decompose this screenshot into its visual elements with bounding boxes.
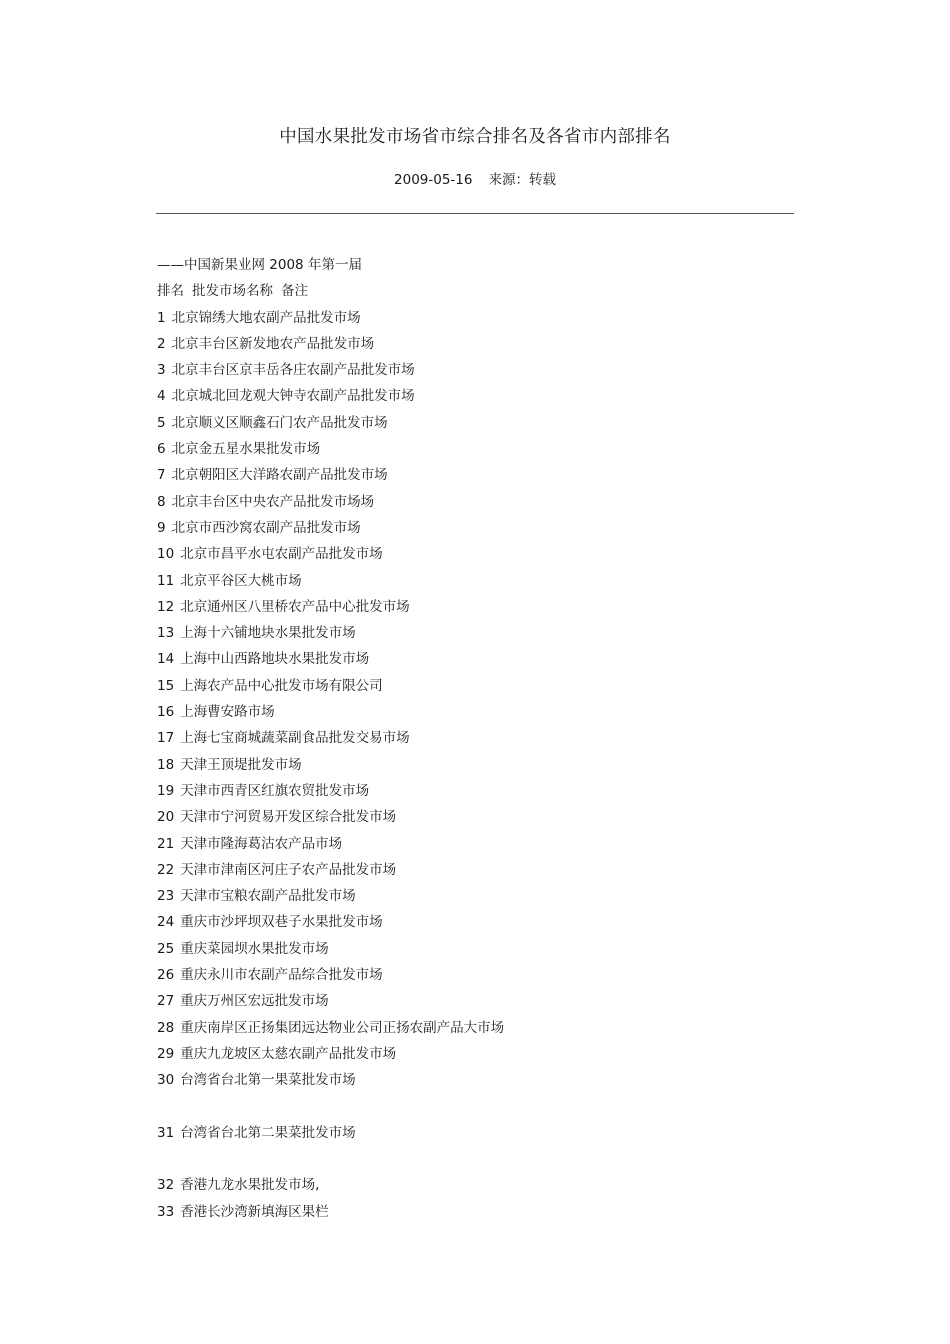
rank-number: 22 [157, 861, 175, 878]
list-item [157, 620, 797, 646]
market-name: 上海农产品中心批发市场有限公司 [180, 677, 383, 694]
article-meta [0, 170, 950, 190]
list-item [157, 673, 797, 699]
market-name: 上海七宝商城蔬菜副食品批发交易市场 [180, 730, 410, 747]
market-name: 上海十六铺地块水果批发市场 [180, 625, 356, 642]
list-item [157, 383, 797, 409]
rank-number: 13 [157, 625, 175, 642]
rank-number: 9 [157, 519, 166, 536]
rank-number: 10 [157, 546, 175, 563]
rank-number: 12 [157, 598, 175, 615]
market-name: 上海中山西路地块水果批发市场 [180, 651, 370, 668]
header-note: 备注 [281, 283, 308, 300]
list-item [157, 962, 797, 988]
market-name: 重庆万州区宏远批发市场 [180, 993, 329, 1010]
market-name: 天津市宁河贸易开发区综合批发市场 [180, 809, 397, 826]
market-name: 重庆菜园坝水果批发市场 [180, 940, 329, 957]
rank-number: 6 [157, 441, 166, 458]
rank-number: 23 [157, 888, 175, 905]
market-name: 北京通州区八里桥农产品中心批发市场 [180, 598, 410, 615]
rank-number: 4 [157, 388, 166, 405]
rank-number: 8 [157, 493, 166, 510]
rank-number: 1 [157, 309, 166, 326]
blank-line [157, 1146, 797, 1172]
list-item [157, 778, 797, 804]
rank-number: 32 [157, 1177, 175, 1194]
list-item [157, 357, 797, 383]
list-item [157, 331, 797, 357]
rank-number: 16 [157, 704, 175, 721]
market-name: 北京金五星水果批发市场 [171, 441, 321, 458]
list-item [157, 305, 797, 331]
rank-number: 15 [157, 677, 175, 694]
header-rank: 排名 [157, 283, 184, 300]
market-name: 天津王顶堤批发市场 [180, 756, 302, 773]
market-name: 天津市西青区红旗农贸批发市场 [180, 782, 370, 799]
rank-number: 18 [157, 756, 175, 773]
market-name: 北京顺义区顺鑫石门农产品批发市场 [171, 414, 388, 431]
article-body [157, 252, 797, 1225]
list-item [157, 699, 797, 725]
list-item [157, 594, 797, 620]
list-item [157, 541, 797, 567]
market-name: 北京市昌平水屯农副产品批发市场 [180, 546, 383, 563]
list-item [157, 725, 797, 751]
rank-number: 21 [157, 835, 175, 852]
rank-number: 31 [157, 1124, 175, 1141]
rank-number: 28 [157, 1019, 175, 1036]
rank-number: 30 [157, 1072, 175, 1089]
market-name: 天津市宝粮农副产品批发市场 [180, 888, 356, 905]
rank-number: 26 [157, 967, 175, 984]
market-name: 台湾省台北第一果菜批发市场 [180, 1072, 356, 1089]
rank-number: 25 [157, 940, 175, 957]
market-name: 天津市隆海葛沽农产品市场 [180, 835, 343, 852]
list-item [157, 883, 797, 909]
list-item [157, 410, 797, 436]
market-name: 北京丰台区中央农产品批发市场场 [171, 493, 375, 510]
page-title: 中国水果批发市场省市综合排名及各省市内部排名 [279, 127, 671, 147]
header-name: 批发市场名称 [192, 283, 273, 300]
market-name: 上海曹安路市场 [180, 704, 275, 721]
market-name: 北京市西沙窝农副产品批发市场 [171, 519, 361, 536]
header-divider [156, 213, 794, 214]
market-name: 北京朝阳区大洋路农副产品批发市场 [171, 467, 388, 484]
market-name: 香港长沙湾新填海区果栏 [180, 1203, 329, 1220]
rank-number: 17 [157, 730, 175, 747]
list-item [157, 1199, 797, 1225]
rank-number: 29 [157, 1045, 175, 1062]
list-header [157, 278, 797, 304]
market-name: 天津市津南区河庄子农产品批发市场 [180, 861, 397, 878]
list-item [157, 436, 797, 462]
list-item [157, 988, 797, 1014]
list-item [157, 1172, 797, 1198]
list-item [157, 909, 797, 935]
rank-number: 33 [157, 1203, 175, 1220]
list-item [157, 1067, 797, 1093]
market-name: 北京平谷区大桃市场 [180, 572, 302, 589]
rank-number: 24 [157, 914, 175, 931]
list-item [157, 646, 797, 672]
rank-number: 27 [157, 993, 175, 1010]
rank-number: 5 [157, 414, 166, 431]
article-subtitle: ——中国新果业网 2008 年第一届 [157, 257, 362, 273]
market-name: 北京丰台区新发地农产品批发市场 [171, 335, 375, 352]
market-name: 重庆永川市农副产品综合批发市场 [180, 967, 383, 984]
list-item [157, 568, 797, 594]
market-name: 北京锦绣大地农副产品批发市场 [171, 309, 361, 326]
ranking-list [157, 305, 797, 1225]
list-item [157, 831, 797, 857]
rank-number: 3 [157, 362, 166, 379]
market-name: 重庆市沙坪坝双巷子水果批发市场 [180, 914, 383, 931]
market-name: 台湾省台北第二果菜批发市场 [180, 1124, 356, 1141]
rank-number: 20 [157, 809, 175, 826]
market-name: 香港九龙水果批发市场, [180, 1177, 320, 1194]
rank-number: 19 [157, 782, 175, 799]
article-source: 来源：转载 [488, 172, 556, 188]
list-item [157, 1041, 797, 1067]
list-item [157, 1120, 797, 1146]
list-item [157, 515, 797, 541]
blank-line [157, 1094, 797, 1120]
rank-number: 7 [157, 467, 166, 484]
rank-number: 14 [157, 651, 175, 668]
market-name: 北京城北回龙观大钟寺农副产品批发市场 [171, 388, 415, 405]
list-item [157, 752, 797, 778]
list-item [157, 489, 797, 515]
list-item [157, 462, 797, 488]
rank-number: 11 [157, 572, 175, 589]
market-name: 北京丰台区京丰岳各庄农副产品批发市场 [171, 362, 415, 379]
market-name: 重庆九龙坡区太慈农副产品批发市场 [180, 1045, 397, 1062]
list-item [157, 1015, 797, 1041]
list-item [157, 936, 797, 962]
list-item [157, 857, 797, 883]
market-name: 重庆南岸区正扬集团远达物业公司正扬农副产品大市场 [180, 1019, 505, 1036]
list-item [157, 804, 797, 830]
publish-date: 2009-05-16 [394, 172, 473, 188]
rank-number: 2 [157, 335, 166, 352]
